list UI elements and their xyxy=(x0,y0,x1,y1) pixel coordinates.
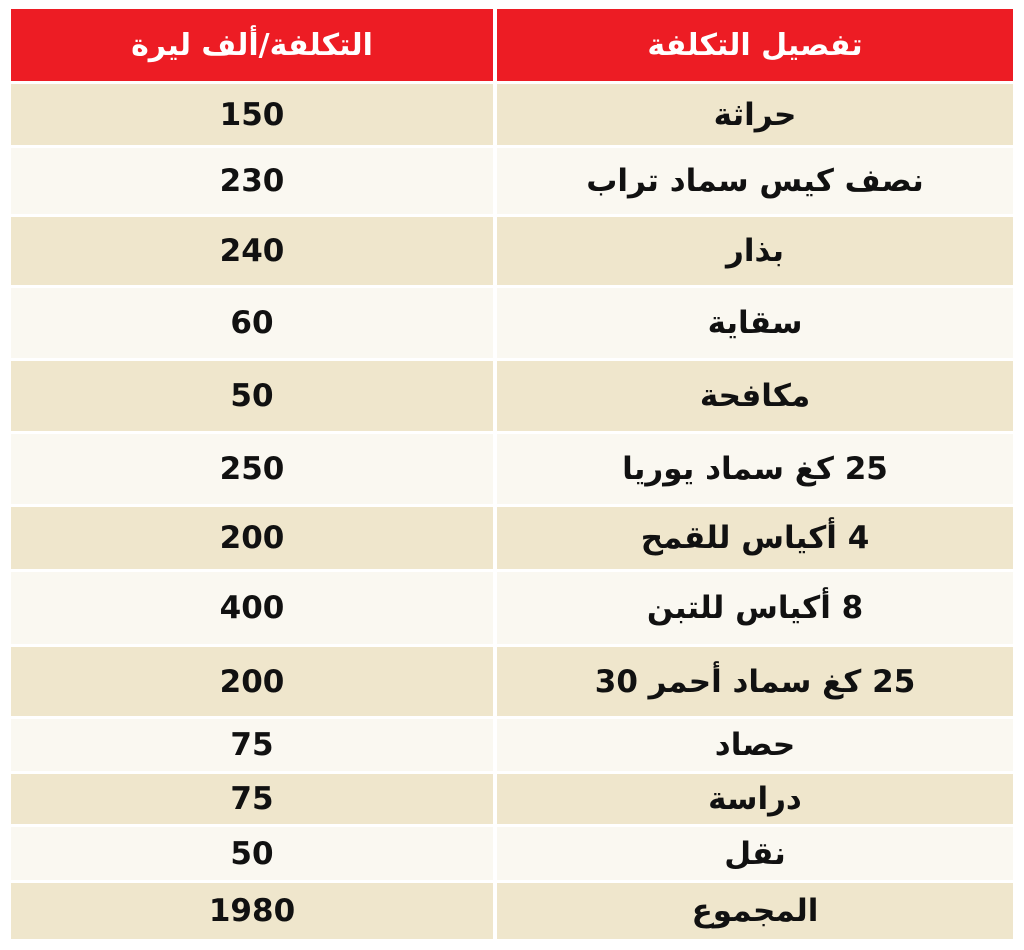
item-cell: نقل xyxy=(497,827,1013,880)
table-row xyxy=(11,288,1013,358)
cost-table xyxy=(11,9,1013,941)
table-row xyxy=(11,647,1013,716)
table-row xyxy=(11,84,1013,145)
total-label-cell: المجموع xyxy=(497,883,1013,939)
table-row xyxy=(11,434,1013,504)
header-item: تفصيل التكلفة xyxy=(497,9,1013,81)
cost-cell: 200 xyxy=(11,507,493,569)
cost-cell: 75 xyxy=(11,719,493,771)
item-cell: سقاية xyxy=(497,288,1013,358)
header-cost: التكلفة/ألف ليرة xyxy=(11,9,493,81)
cost-cell: 60 xyxy=(11,288,493,358)
cost-cell: 75 xyxy=(11,774,493,824)
cost-cell: 230 xyxy=(11,148,493,214)
table-row xyxy=(11,507,1013,569)
item-cell: 4 أكياس للقمح xyxy=(497,507,1013,569)
table-header-row xyxy=(11,9,1013,81)
table-row xyxy=(11,719,1013,771)
cost-cell: 240 xyxy=(11,217,493,285)
total-cost-cell: 1980 xyxy=(11,883,493,939)
item-cell: دراسة xyxy=(497,774,1013,824)
item-cell: 8 أكياس للتبن xyxy=(497,572,1013,644)
item-cell: 25 كغ سماد أحمر 30 xyxy=(497,647,1013,716)
cost-cell: 200 xyxy=(11,647,493,716)
cost-cell: 50 xyxy=(11,361,493,431)
table-row xyxy=(11,827,1013,880)
table-row xyxy=(11,217,1013,285)
table-row-total xyxy=(11,883,1013,939)
table-row xyxy=(11,148,1013,214)
item-cell: بذار xyxy=(497,217,1013,285)
item-cell: نصف كيس سماد تراب xyxy=(497,148,1013,214)
item-cell: مكافحة xyxy=(497,361,1013,431)
item-cell: حراثة xyxy=(497,84,1013,145)
item-cell: 25 كغ سماد يوريا xyxy=(497,434,1013,504)
cost-cell: 400 xyxy=(11,572,493,644)
cost-cell: 50 xyxy=(11,827,493,880)
cost-cell: 150 xyxy=(11,84,493,145)
table-row xyxy=(11,361,1013,431)
table-row xyxy=(11,572,1013,644)
table-row xyxy=(11,774,1013,824)
cost-cell: 250 xyxy=(11,434,493,504)
item-cell: حصاد xyxy=(497,719,1013,771)
